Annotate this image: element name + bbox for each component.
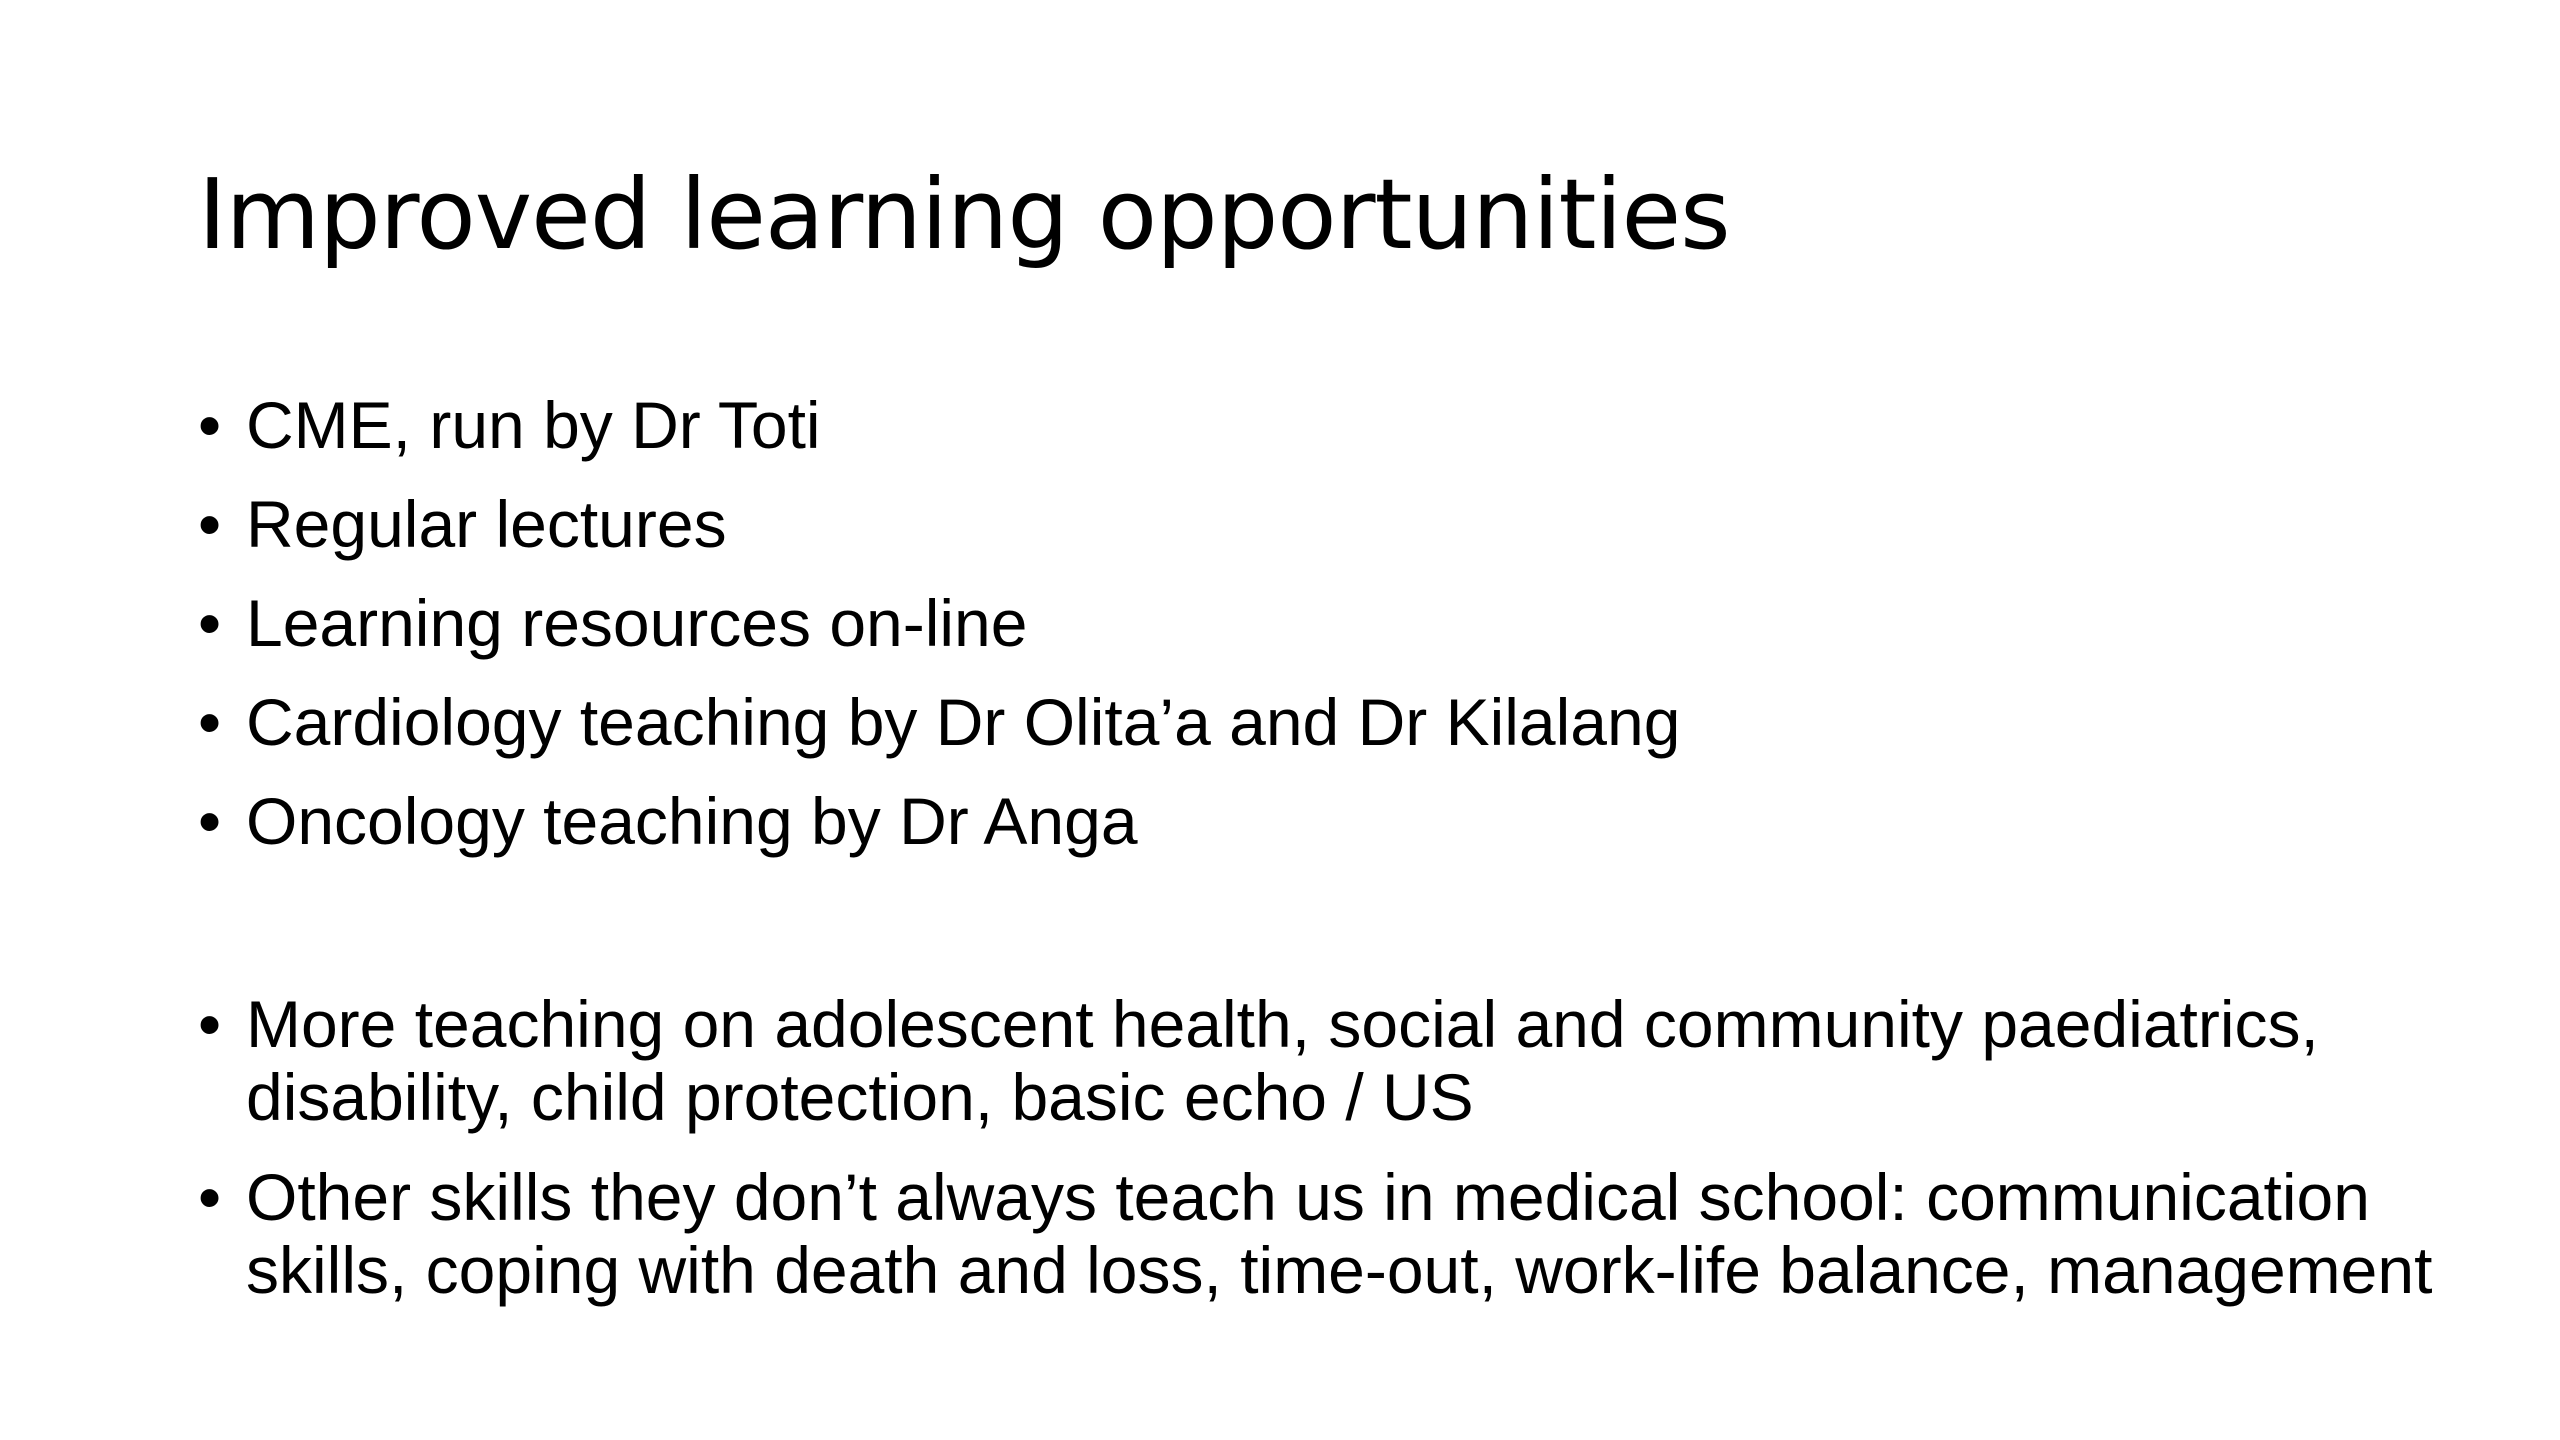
bullet-text: Learning resources on-line: [246, 586, 1028, 660]
bullet-item: [198, 488, 1680, 561]
bullet-item: [198, 1161, 2498, 1307]
bullet-list-wishes: [198, 988, 2498, 1334]
bullet-text: Oncology teaching by Dr Anga: [246, 784, 1138, 858]
slide-title: Improved learning opportunities: [198, 158, 1730, 271]
bullet-text: CME, run by Dr Toti: [246, 388, 821, 462]
bullet-item: [198, 785, 1680, 858]
bullet-text: Regular lectures: [246, 487, 727, 561]
bullet-item: [198, 988, 2498, 1134]
bullet-text: More teaching on adolescent health, social and community paediatrics, disability, child protection, basic echo / US: [246, 987, 2319, 1134]
bullet-list-achievements: [198, 389, 1680, 884]
bullet-item: [198, 389, 1680, 462]
bullet-item: [198, 686, 1680, 759]
bullet-text: Cardiology teaching by Dr Olita’a and Dr Kilalang: [246, 685, 1681, 759]
bullet-text: Other skills they don’t always teach us in medical school: communication skills, coping with death and loss, time-out, work-life balance, management: [246, 1160, 2433, 1307]
bullet-item: [198, 587, 1680, 660]
